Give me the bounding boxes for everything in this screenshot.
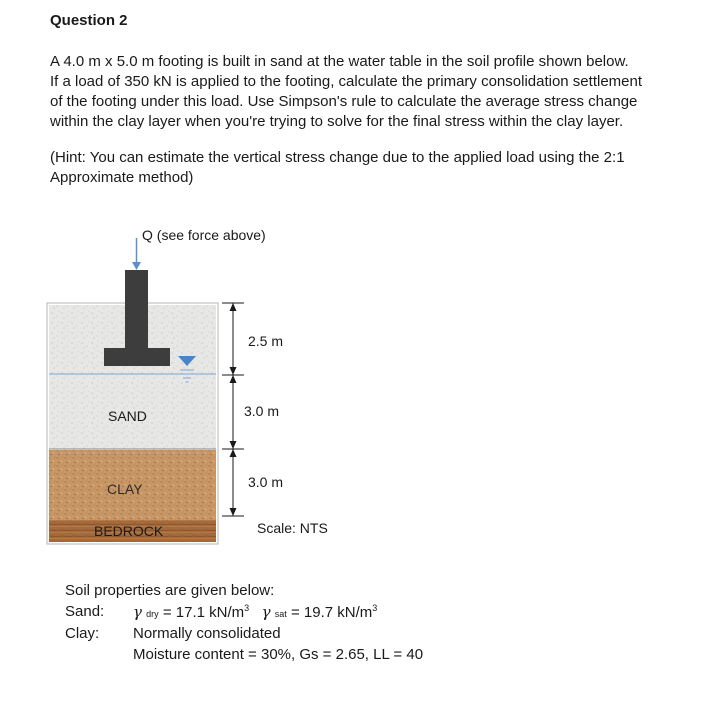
question-title: Question 2 (50, 12, 128, 29)
hint-line-2: Approximate method) (50, 169, 194, 186)
sand-properties-label: Sand: (65, 603, 105, 620)
dimension-lines (222, 303, 244, 516)
question-line-1: A 4.0 m x 5.0 m footing is built in sand at the water table in the soil profile shown below. (50, 53, 629, 70)
dimension-sand-upper: 2.5 m (248, 333, 284, 349)
sand-dry-unit-weight: = 17.1 kN/m (162, 604, 245, 621)
sand-label: SAND (108, 408, 147, 424)
clay-properties-line-2: Moisture content = 30%, Gs = 2.65, LL = 40 (133, 646, 424, 663)
properties-heading: Soil properties are given below: (65, 582, 275, 599)
question-line-2: If a load of 350 kN is applied to the footing, calculate the primary consolidation settlement (50, 73, 643, 90)
clay-properties-label: Clay: (65, 625, 100, 642)
question-line-3: of the footing under this load. Use Simpson's rule to calculate the average stress change (50, 93, 638, 110)
dry-subscript: dry (146, 609, 159, 619)
dry-unit-exponent: 3 (244, 603, 250, 613)
sat-unit-exponent: 3 (372, 603, 378, 613)
scale-label: Scale: NTS (257, 520, 328, 536)
sand-properties (133, 603, 377, 621)
bedrock-label: BEDROCK (94, 523, 164, 539)
dimension-sand-lower: 3.0 m (244, 403, 280, 419)
clay-label: CLAY (107, 481, 143, 497)
hint-line-1: (Hint: You can estimate the vertical stress change due to the applied load using the 2:1 (50, 149, 625, 166)
sand-sat-unit-weight: = 19.7 kN/m (290, 604, 373, 621)
clay-properties-line-1: Normally consolidated (133, 625, 281, 642)
footing-column (125, 270, 148, 350)
load-arrow-head (132, 262, 141, 270)
gamma-sat-symbol: γ (261, 603, 271, 621)
gamma-dry-symbol: γ (133, 603, 142, 621)
footing-base (104, 348, 170, 366)
question-line-4: within the clay layer when you're trying to solve for the final stress within the clay layer. (50, 113, 624, 130)
load-label: Q (see force above) (142, 227, 266, 243)
dimension-clay: 3.0 m (248, 474, 284, 490)
sat-subscript: sat (274, 609, 287, 619)
